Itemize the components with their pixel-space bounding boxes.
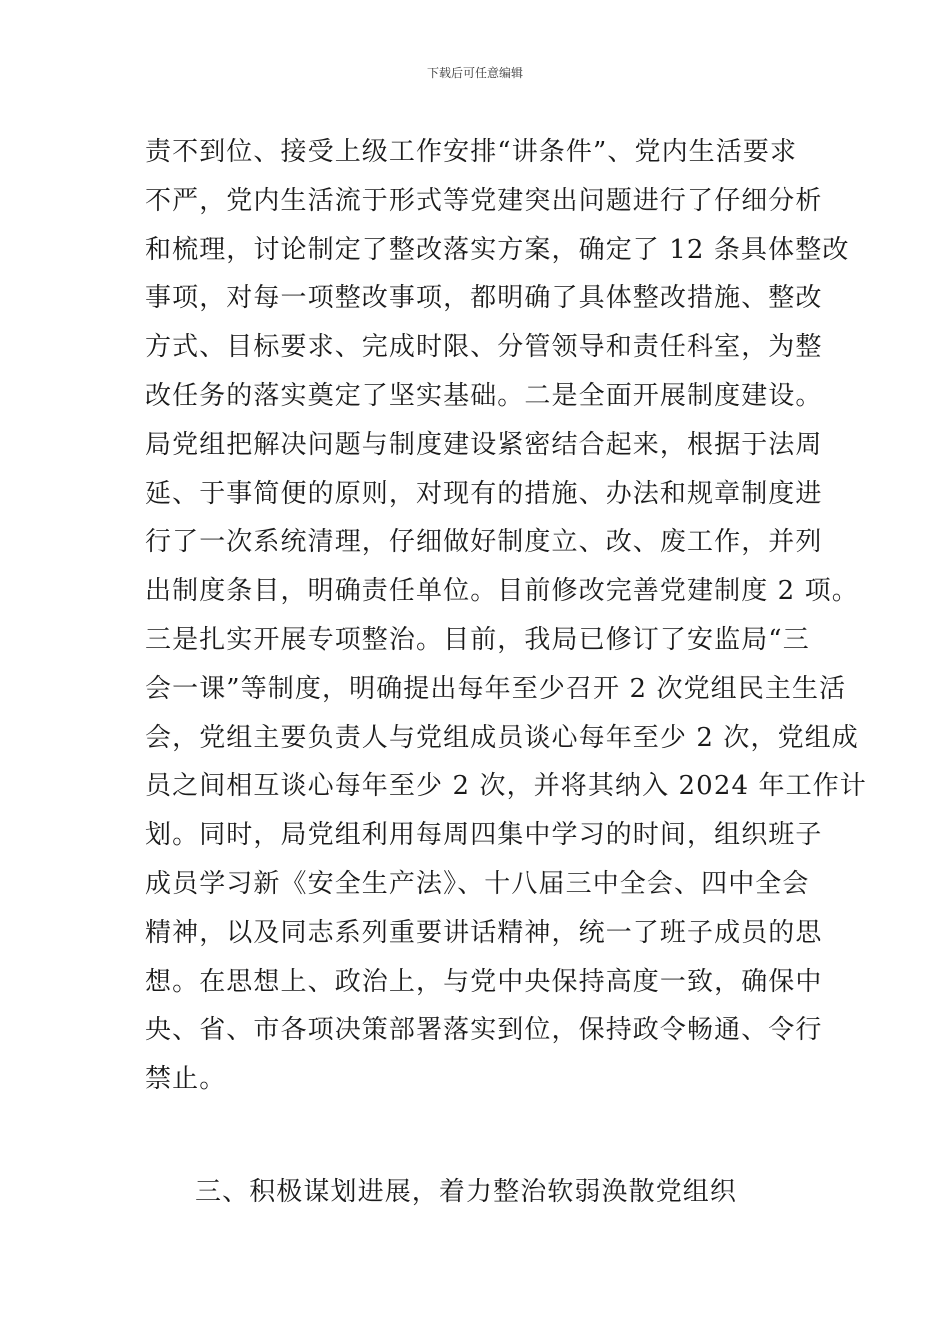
paragraph-line: 成员学习新《安全生产法》、十八届三中全会、四中全会 xyxy=(145,868,810,899)
paragraph-line: 划。同时，局党组利用每周四集中学习的时间，组织班子 xyxy=(145,820,823,851)
paragraph-line: 行了一次系统清理，仔细做好制度立、改、废工作，并列 xyxy=(145,527,823,558)
paragraph-line: 方式、目标要求、完成时限、分管领导和责任科室，为整 xyxy=(145,332,823,363)
paragraph-line: 和梳理，讨论制定了整改落实方案，确定了 12 条具体整改 xyxy=(145,234,850,265)
section-heading: 三、积极谋划进展，着力整治软弱涣散党组织 xyxy=(195,1177,738,1207)
paragraph-line: 事项，对每一项整改事项，都明确了具体整改措施、整改 xyxy=(145,283,823,314)
paragraph-line: 想。在思想上、政治上，与党中央保持高度一致，确保中 xyxy=(145,966,823,997)
body-paragraph xyxy=(145,128,867,1104)
page-header-note: 下载后可任意编辑 xyxy=(426,66,523,80)
paragraph-line: 会一课”等制度，明确提出每年至少召开 2 次党组民主生活 xyxy=(145,673,847,704)
paragraph-line: 局党组把解决问题与制度建设紧密结合起来，根据于法周 xyxy=(145,429,823,460)
paragraph-line: 员之间相互谈心每年至少 2 次，并将其纳入 2024 年工作计 xyxy=(145,771,867,802)
paragraph-line: 责不到位、接受上级工作安排“讲条件”、党内生活要求 xyxy=(145,137,798,167)
paragraph-line: 三是扎实开展专项整治。目前，我局已修订了安监局“三 xyxy=(145,624,810,655)
paragraph-line: 改任务的落实奠定了坚实基础。二是全面开展制度建设。 xyxy=(145,380,823,411)
paragraph-line: 精神，以及同志系列重要讲话精神，统一了班子成员的思 xyxy=(145,917,823,948)
paragraph-line: 央、省、市各项决策部署落实到位，保持政令畅通、令行 xyxy=(145,1015,823,1046)
paragraph-line: 禁止。 xyxy=(145,1064,227,1095)
paragraph-line: 出制度条目，明确责任单位。目前修改完善党建制度 2 项。 xyxy=(145,576,859,607)
paragraph-line: 延、于事简便的原则，对现有的措施、办法和规章制度进 xyxy=(145,478,823,509)
paragraph-line: 会，党组主要负责人与党组成员谈心每年至少 2 次，党组成 xyxy=(145,722,859,753)
paragraph-line: 不严，党内生活流于形式等党建突出问题进行了仔细分析 xyxy=(145,185,823,216)
